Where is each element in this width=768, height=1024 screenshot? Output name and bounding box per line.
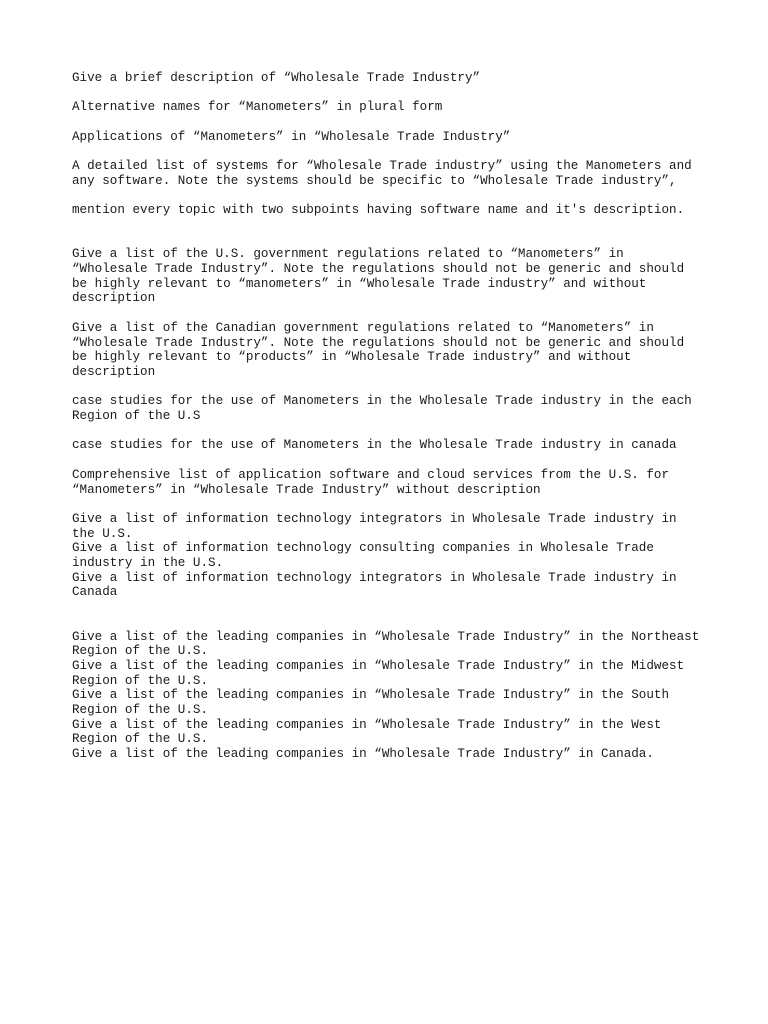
- prompt-ca-regulations-line-1: Give a list of the Canadian government regulations related to “Manometers” in: [72, 320, 654, 335]
- prompt-us-regulations-line-2: “Wholesale Trade Industry”. Note the regulations should not be generic and should: [72, 262, 685, 277]
- prompt-alternative-names: Alternative names for “Manometers” in plural form: [72, 100, 443, 115]
- prompt-south-companies-line-2: Region of the U.S.: [72, 703, 209, 718]
- prompt-ca-regulations-line-3: be highly relevant to “products” in “Wholesale Trade industry” and without: [72, 350, 632, 365]
- prompt-wholesale-description: Give a brief description of “Wholesale Trade Industry”: [72, 71, 481, 85]
- prompt-ca-integrators-line-1: Give a list of information technology integrators in Wholesale Trade industry in: [72, 570, 677, 585]
- prompt-us-consulting-line-1: Give a list of information technology consulting companies in Wholesale Trade: [72, 541, 654, 556]
- prompt-ca-integrators-line-2: Canada: [72, 585, 118, 600]
- prompt-south-companies-line-1: Give a list of the leading companies in “Wholesale Trade Industry” in the South: [72, 688, 670, 703]
- prompt-us-regulations-line-1: Give a list of the U.S. government regulations related to “Manometers” in: [72, 247, 624, 262]
- prompt-us-consulting-line-2: industry in the U.S.: [72, 556, 224, 571]
- prompt-ca-regulations-line-2: “Wholesale Trade Industry”. Note the regulations should not be generic and should: [72, 335, 685, 350]
- prompt-west-companies-line-2: Region of the U.S.: [72, 732, 209, 747]
- document-page: [72, 71, 712, 762]
- prompt-software-list-line-2: “Manometers” in “Wholesale Trade Industry” without description: [72, 482, 541, 497]
- prompt-us-regulations-line-3: be highly relevant to “manometers” in “Wholesale Trade industry” and without: [72, 276, 647, 291]
- prompt-software-list-line-1: Comprehensive list of application software and cloud services from the U.S. for: [72, 467, 670, 482]
- prompt-us-integrators-line-1: Give a list of information technology integrators in Wholesale Trade industry in: [72, 511, 677, 526]
- prompt-us-case-studies-line-2: Region of the U.S: [72, 409, 201, 424]
- prompt-midwest-companies-line-1: Give a list of the leading companies in “Wholesale Trade Industry” in the Midwest: [72, 658, 685, 673]
- prompt-ca-case-studies: case studies for the use of Manometers in the Wholesale Trade industry in canada: [72, 438, 677, 453]
- prompt-systems-line-1: A detailed list of systems for “Wholesale Trade industry” using the Manometers and: [72, 159, 692, 174]
- prompt-canada-companies: Give a list of the leading companies in “Wholesale Trade Industry” in Canada.: [72, 747, 654, 762]
- prompt-midwest-companies-line-2: Region of the U.S.: [72, 673, 209, 688]
- prompt-us-case-studies-line-1: case studies for the use of Manometers in the Wholesale Trade industry in the each: [72, 394, 692, 409]
- prompt-us-integrators-line-2: the U.S.: [72, 526, 133, 541]
- prompt-west-companies-line-1: Give a list of the leading companies in “Wholesale Trade Industry” in the West: [72, 717, 662, 732]
- prompt-northeast-companies-line-1: Give a list of the leading companies in “Wholesale Trade Industry” in the Northeast: [72, 629, 700, 644]
- prompt-applications: Applications of “Manometers” in “Wholesale Trade Industry”: [72, 129, 511, 144]
- prompt-ca-regulations-line-4: description: [72, 364, 156, 379]
- prompt-northeast-companies-line-2: Region of the U.S.: [72, 644, 209, 659]
- prompt-us-regulations-line-4: description: [72, 291, 156, 306]
- prompt-topic-subpoints: mention every topic with two subpoints having software name and it's description.: [72, 203, 685, 218]
- prompt-systems-line-2: any software. Note the systems should be specific to “Wholesale Trade industry”,: [72, 173, 677, 188]
